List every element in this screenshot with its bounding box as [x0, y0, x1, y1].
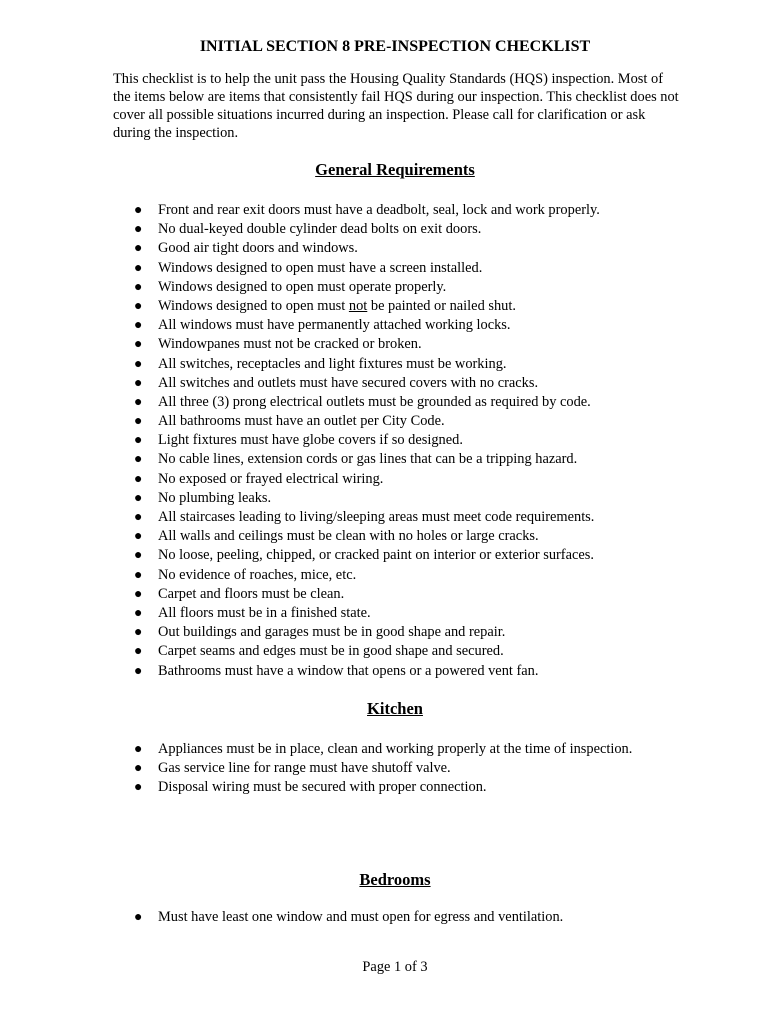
list-item-text: Gas service line for range must have shutoff valve.: [158, 760, 451, 777]
list-item: [134, 527, 718, 546]
list-item-text: Windows designed to open must: [158, 297, 349, 314]
list-item-text: Windows designed to open must have a screen installed.: [158, 259, 483, 276]
document-title: INITIAL SECTION 8 PRE-INSPECTION CHECKLIST: [199, 38, 591, 55]
list-item-text: All bathrooms must have an outlet per City Code.: [158, 413, 445, 430]
bullet-icon: ●: [134, 356, 143, 372]
bullet-icon: ●: [134, 394, 143, 410]
bullet-icon: ●: [134, 605, 143, 621]
list-item: [134, 908, 718, 927]
bullet-icon: ●: [134, 910, 143, 925]
section-heading-kitchen: Kitchen: [367, 699, 423, 718]
list-item: [134, 220, 718, 239]
bullet-icon: ●: [134, 586, 143, 602]
list-item-text: All walls and ceilings must be clean with no holes or large cracks.: [158, 528, 539, 545]
list-item-text: All staircases leading to living/sleeping areas must meet code requirements.: [158, 509, 595, 525]
list-item: [134, 335, 718, 354]
section-heading-bedrooms: Bedrooms: [359, 870, 431, 889]
bullet-icon: ●: [134, 241, 143, 257]
bullet-icon: ●: [134, 375, 143, 391]
bullet-icon: ●: [134, 318, 143, 334]
bullet-icon: ●: [134, 260, 143, 276]
bullet-icon: ●: [134, 644, 143, 660]
intro-paragraph: This checklist is to help the unit pass the Housing Quality Standards (HQS) inspection. Most of the items below are items that consistently fail HQS during our inspection. This checklist does not cover all possible situations incurred during an inspection. Please call for clarification or ask during the inspection.: [113, 71, 679, 141]
list-item-text: Disposal wiring must be secured with proper connection.: [158, 779, 487, 796]
list-item-emphasis: not: [348, 297, 368, 314]
list-item-text: No evidence of roaches, mice, etc.: [158, 566, 357, 583]
section-heading-general: General Requirements: [315, 160, 475, 179]
list-item: [134, 623, 718, 642]
bullet-icon: ●: [134, 490, 143, 506]
bullet-icon: ●: [134, 663, 143, 679]
bullet-icon: ●: [134, 529, 143, 545]
list-item: [134, 297, 718, 316]
list-item: [134, 201, 718, 220]
list-item: [134, 740, 718, 759]
bullet-icon: ●: [134, 742, 143, 757]
list-item: [134, 239, 718, 258]
list-item: [134, 585, 718, 604]
list-item-text: Bathrooms must have a window that opens or a powered vent fan.: [158, 662, 539, 679]
list-item-text: Light fixtures must have globe covers if so designed.: [158, 432, 463, 449]
list-item-text: be painted or nailed shut.: [367, 297, 516, 314]
list-item-text: Carpet and floors must be clean.: [158, 585, 345, 602]
list-item: [134, 759, 718, 778]
list-item: [134, 393, 718, 412]
list-item: [134, 278, 718, 297]
bullet-icon: ●: [134, 567, 143, 583]
list-item: [134, 412, 718, 431]
list-item-text: No cable lines, extension cords or gas lines that can be a tripping hazard.: [158, 451, 578, 468]
general-requirements-list: [134, 201, 718, 681]
list-item: [134, 546, 718, 565]
page-number: Page 1 of 3: [362, 959, 428, 975]
list-item: [134, 566, 718, 585]
list-item-text: Good air tight doors and windows.: [158, 240, 358, 257]
list-item: [134, 508, 718, 527]
list-item-text: All windows must have permanently attached working locks.: [158, 317, 511, 334]
bullet-icon: ●: [134, 433, 143, 449]
list-item-text: Windowpanes must not be cracked or broken.: [158, 336, 422, 353]
bullet-icon: ●: [134, 780, 143, 796]
list-item: [134, 489, 718, 508]
list-item: [134, 316, 718, 335]
list-item-text: All floors must be in a finished state.: [158, 604, 371, 621]
list-item: [134, 431, 718, 450]
list-item-text: All switches, receptacles and light fixtures must be working.: [158, 355, 507, 372]
kitchen-list: [134, 740, 718, 798]
list-item: [134, 355, 718, 374]
list-item-text: No exposed or frayed electrical wiring.: [158, 470, 384, 487]
bullet-icon: ●: [134, 298, 143, 314]
list-item-text: Windows designed to open must operate properly.: [158, 278, 447, 295]
list-item-text: No dual-keyed double cylinder dead bolts on exit doors.: [158, 221, 482, 238]
list-item-text: Must have least one window and must open for egress and ventilation.: [158, 909, 564, 925]
list-item-text: Out buildings and garages must be in good shape and repair.: [158, 624, 506, 641]
bullet-icon: ●: [134, 414, 143, 430]
list-item-text: Carpet seams and edges must be in good shape and secured.: [158, 643, 504, 660]
list-item-text: No plumbing leaks.: [158, 489, 272, 506]
bedrooms-list: [134, 908, 718, 927]
list-item-text: Appliances must be in place, clean and working properly at the time of inspection.: [158, 741, 633, 757]
list-item-text: All three (3) prong electrical outlets must be grounded as required by code.: [158, 393, 591, 410]
list-item-text: No loose, peeling, chipped, or cracked paint on interior or exterior surfaces.: [158, 547, 594, 564]
list-item-text: Front and rear exit doors must have a deadbolt, seal, lock and work properly.: [158, 202, 600, 218]
list-item: [134, 470, 718, 489]
bullet-icon: ●: [134, 222, 143, 238]
bullet-icon: ●: [134, 761, 143, 777]
bullet-icon: ●: [134, 548, 143, 564]
list-item: [134, 642, 718, 661]
bullet-icon: ●: [134, 510, 143, 525]
list-item: [134, 259, 718, 278]
list-item: [134, 374, 718, 393]
list-item-text: All switches and outlets must have secured covers with no cracks.: [158, 374, 539, 391]
bullet-icon: ●: [134, 337, 143, 353]
list-item: [134, 778, 718, 797]
list-item: [134, 662, 718, 681]
bullet-icon: ●: [134, 625, 143, 641]
list-item: [134, 604, 718, 623]
bullet-icon: ●: [134, 203, 143, 218]
bullet-icon: ●: [134, 279, 143, 295]
bullet-icon: ●: [134, 471, 143, 487]
bullet-icon: ●: [134, 452, 143, 468]
list-item: [134, 450, 718, 469]
